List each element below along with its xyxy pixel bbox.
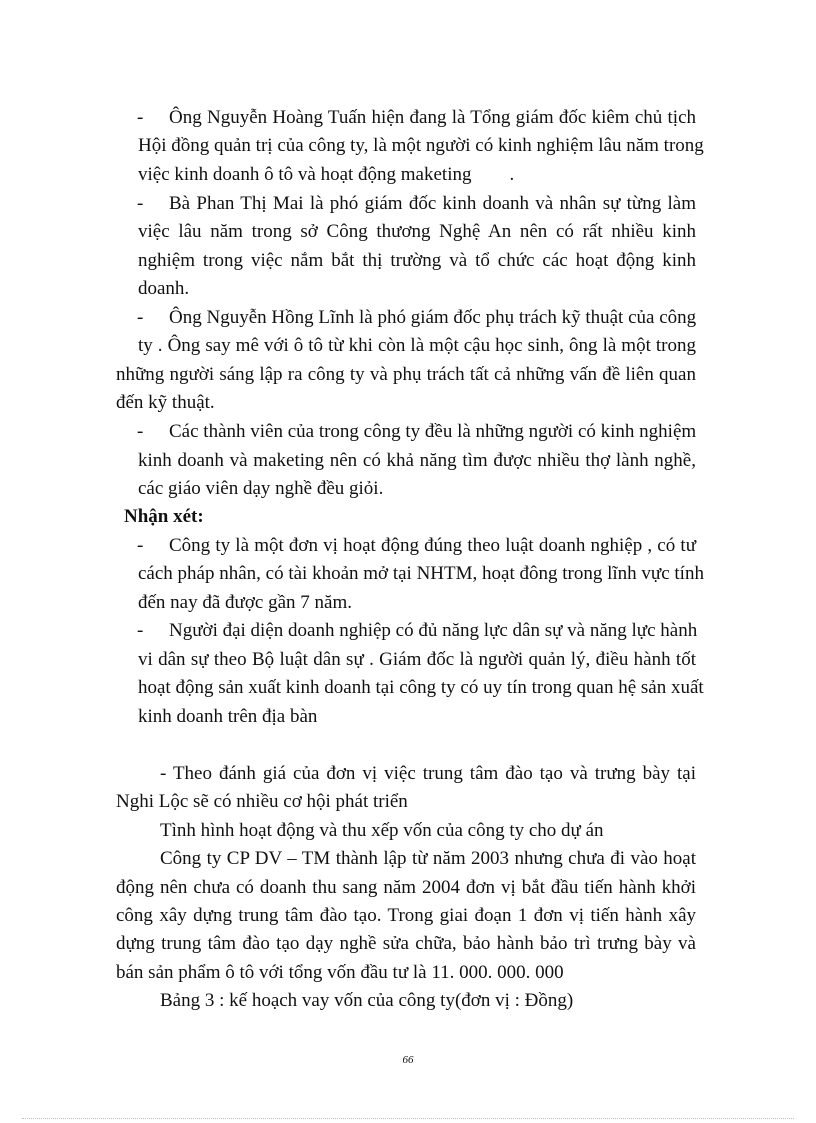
bullet-dash: - xyxy=(137,193,144,214)
remark-2-line-1: Người đại diện doanh nghiệp có đủ năng lực dân sự và năng lực hành xyxy=(169,620,698,641)
page-number: 66 xyxy=(402,1054,414,1066)
body-line-1: Công ty CP DV – TM thành lập từ năm 2003 nhưng chưa đi vào hoạt xyxy=(160,848,696,869)
bullet-2-line-4: doanh. xyxy=(138,278,190,299)
body-line-2: động nên chưa có doanh thu sang năm 2004 đơn vị bắt đầu tiến hành khởi xyxy=(116,877,696,898)
bullet-4-line-1: Các thành viên của trong công ty đều là những người có kinh nghiệm xyxy=(169,421,697,442)
bullet-dash: - xyxy=(137,421,144,442)
body-line-4: dựng trung tâm đào tạo dạy nghề sửa chữa, bảo hành bảo trì trưng bày và xyxy=(116,933,696,954)
remark-2-line-4: kinh doanh trên địa bàn xyxy=(138,706,318,727)
bullet-1-line-1: Ông Nguyễn Hoàng Tuấn hiện đang là Tổng giám đốc kiêm chủ tịch xyxy=(169,107,696,128)
bullet-2-line-2: việc lâu năm trong sở Công thương Nghệ An nên có rất nhiều kinh xyxy=(138,221,696,242)
section-title: Tình hình hoạt động và thu xếp vốn của công ty cho dự án xyxy=(160,820,604,841)
bullet-1-line-2: Hội đồng quản trị của công ty, là một người có kinh nghiệm lâu năm trong xyxy=(138,135,704,156)
bullet-dash: - xyxy=(137,107,144,128)
remark-1-line-3: đến nay đã được gần 7 năm. xyxy=(138,592,352,613)
bullet-1-line-3: việc kinh doanh ô tô và hoạt động maketing . xyxy=(138,164,515,185)
remark-2-line-3: hoạt động sản xuất kinh doanh tại công ty có uy tín trong quan hệ sản xuất xyxy=(138,677,704,698)
bullet-3-line-4: đến kỹ thuật. xyxy=(116,392,215,413)
bullet-4-line-2: kinh doanh và maketing nên có khả năng tìm được nhiều thợ lành nghề, xyxy=(138,450,696,471)
evaluation-line-2: Nghi Lộc sẽ có nhiều cơ hội phát triển xyxy=(116,791,408,812)
bullet-dash: - xyxy=(137,620,144,641)
bullet-dash: - xyxy=(137,535,144,556)
bullet-2-line-1: Bà Phan Thị Mai là phó giám đốc kinh doanh và nhân sự từng làm xyxy=(169,193,696,214)
bullet-4-line-3: các giáo viên dạy nghề đều giỏi. xyxy=(138,478,384,499)
bullet-3-line-2: ty . Ông say mê với ô tô từ khi còn là một cậu học sinh, ông là một trong xyxy=(138,335,696,356)
remark-heading: Nhận xét: xyxy=(124,506,204,527)
body-line-3: công xây dựng trung tâm đào tạo. Trong giai đoạn 1 đơn vị tiến hành xây xyxy=(116,905,696,926)
evaluation-line-1: - Theo đánh giá của đơn vị việc trung tâm đào tạo và trưng bày tại xyxy=(160,763,696,784)
remark-1-line-2: cách pháp nhân, có tài khoản mở tại NHTM, hoạt đông trong lĩnh vực tính xyxy=(138,563,704,584)
page-bottom-divider xyxy=(22,1118,794,1119)
bullet-3-line-3: những người sáng lập ra công ty và phụ trách tất cả những vấn đề liên quan xyxy=(116,364,696,385)
table-caption: Bảng 3 : kế hoạch vay vốn của công ty(đơn vị : Đồng) xyxy=(160,990,574,1011)
bullet-dash: - xyxy=(137,307,144,328)
remark-2-line-2: vi dân sự theo Bộ luật dân sự . Giám đốc là người quản lý, điều hành tốt xyxy=(138,649,696,670)
body-line-5: bán sản phẩm ô tô với tổng vốn đầu tư là 11. 000. 000. 000 xyxy=(116,962,564,983)
bullet-3-line-1: Ông Nguyễn Hồng Lĩnh là phó giám đốc phụ trách kỹ thuật của công xyxy=(169,307,697,328)
remark-1-line-1: Công ty là một đơn vị hoạt động đúng theo luật doanh nghiệp , có tư xyxy=(169,535,696,556)
bullet-2-line-3: nghiệm trong việc nắm bắt thị trường và tổ chức các hoạt động kinh xyxy=(138,250,696,271)
